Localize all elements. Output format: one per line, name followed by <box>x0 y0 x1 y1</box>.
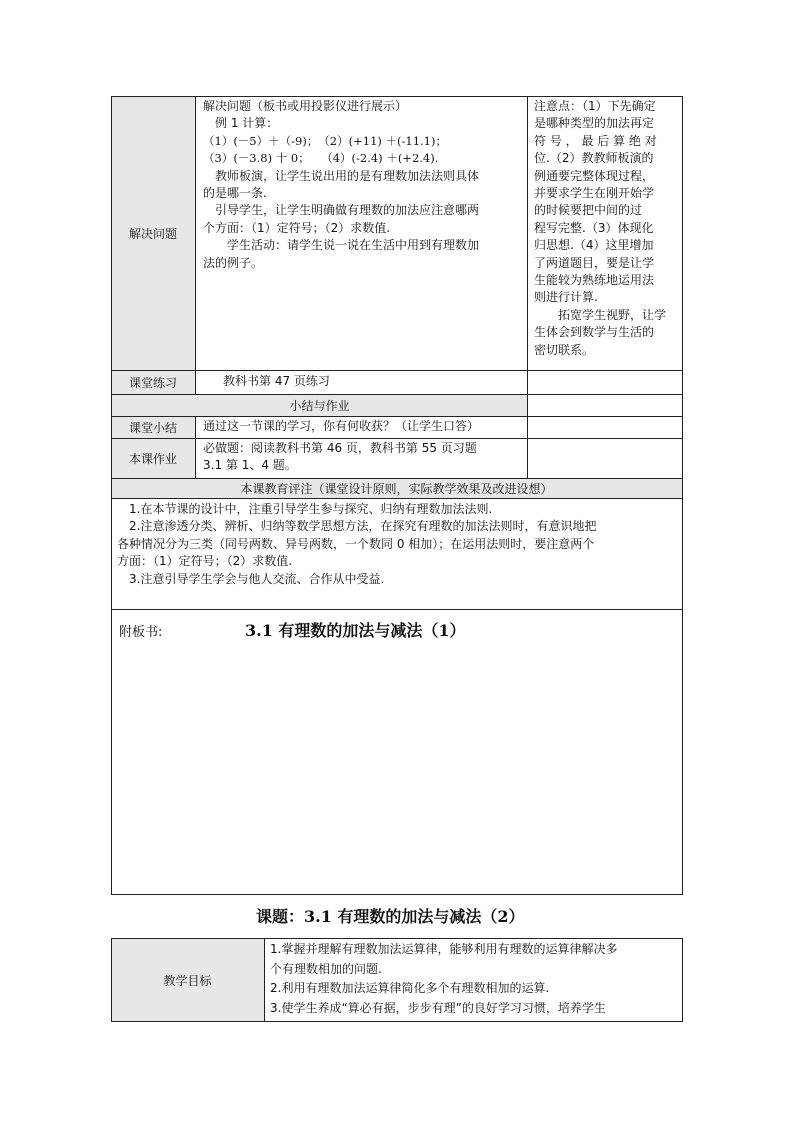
note-line: 的时候要把中间的过 <box>534 203 643 218</box>
note-line: 注意点：（1）下先确定 <box>534 99 656 113</box>
board-label: 附板书: <box>119 625 163 640</box>
lesson-title: 课题：3.1 有理数的加法与减法（2） <box>256 907 525 926</box>
goals-content <box>270 940 680 1018</box>
review-line: 各种情况分为三类（同号两数、异号两数，一个数同 0 相加）；在运用法则时，要注意两个 <box>117 536 595 551</box>
note-line: 生体会到数学与生活的 <box>534 325 655 340</box>
goal-line: 1.掌握并理解有理数加法运算律，能够利用有理数的运算律解决多 <box>270 942 618 956</box>
note-line: 归思想.（4）这里增加 <box>534 238 654 253</box>
homework-label: 本课作业 <box>128 451 177 466</box>
board-title: 3.1 有理数的加法与减法（1） <box>245 621 466 640</box>
review-header: 本课教育评注（课堂设计原则，实际教学效果及改进设想） <box>240 481 553 496</box>
note-line: 位.（2）教教师板演的 <box>534 151 654 166</box>
solve-line: 教师板演，让学生说出用的是有理数加法法则具体 <box>203 168 480 183</box>
solve-line: 解决问题（板书或用投影仪进行展示） <box>203 99 408 113</box>
solve-label: 解决问题 <box>128 226 177 241</box>
goal-label: 教学目标 <box>163 973 212 988</box>
solve-content <box>203 98 525 272</box>
summary-label: 课堂小结 <box>128 420 177 435</box>
note-line: 符 号 ， 最 后 算 绝 对 <box>534 133 657 148</box>
summary-content: 通过这一节课的学习，你有何收获？（让学生口答） <box>203 419 480 433</box>
homework-content <box>203 440 525 475</box>
note-line: 密切联系。 <box>534 342 595 357</box>
solve-line: 的是哪一条. <box>203 186 267 201</box>
solve-line: 学生活动：请学生说一说在生活中用到有理数加 <box>203 238 480 253</box>
goal-line: 个有理数相加的问题. <box>270 961 382 976</box>
review-line: 2.注意渗透分类、辨析、归纳等数学思想方法，在探究有理数的加法法则时，有意识地把 <box>117 519 597 534</box>
note-line: 是哪种类型的加法再定 <box>534 116 655 131</box>
practice-label: 课堂练习 <box>128 375 177 390</box>
homework-line: 3.1 第 1、4 题。 <box>203 458 297 473</box>
goal-line: 2.利用有理数加法运算律简化多个有理数相加的运算. <box>270 981 550 995</box>
solve-line: 法的例子。 <box>203 255 264 270</box>
homework-line: 必做题：阅读教科书第 46 页，教科书第 55 页习题 <box>203 441 477 455</box>
notes-content <box>534 98 680 359</box>
note-line: 则进行计算. <box>534 290 598 305</box>
solve-line: （3）(－3.8) 十 0； （4）(-2.4) ＋(+2.4). <box>203 151 439 166</box>
review-line: 方面：（1）定符号；（2）求数值. <box>117 554 293 569</box>
summary-header: 小结与作业 <box>289 398 350 413</box>
practice-content: 教科书第 47 页练习 <box>211 374 330 388</box>
review-line: 1.在本节课的设计中，注重引导学生参与探究、归纳有理数加法法则. <box>117 502 493 516</box>
note-line: 生能较为熟练地运用法 <box>534 273 655 288</box>
note-line: 例通要完整体现过程， <box>534 168 655 183</box>
solve-line: （1）(－5）＋（-9)； （2）(+11) ＋(-11.1)； <box>203 133 447 148</box>
note-line: 了两道题目，要是让学 <box>534 255 655 270</box>
note-line: 并要求学生在刚开始学 <box>534 186 655 201</box>
solve-line: 例 1 计算： <box>203 116 279 131</box>
review-line: 3.注意引导学生学会与他人交流、合作从中受益. <box>117 571 385 586</box>
solve-line: 个方面：（1）定符号；（2）求数值. <box>203 220 391 235</box>
note-line: 程写完整.（3）体现化 <box>534 220 654 235</box>
goal-line: 3.使学生养成“算必有据，步步有理”的良好学习习惯，培养学生 <box>270 1000 606 1015</box>
solve-line: 引导学生，让学生明确做有理数的加法应注意哪两 <box>203 203 480 218</box>
review-content <box>117 501 679 588</box>
note-line: 拓宽学生视野，让学 <box>534 307 667 322</box>
